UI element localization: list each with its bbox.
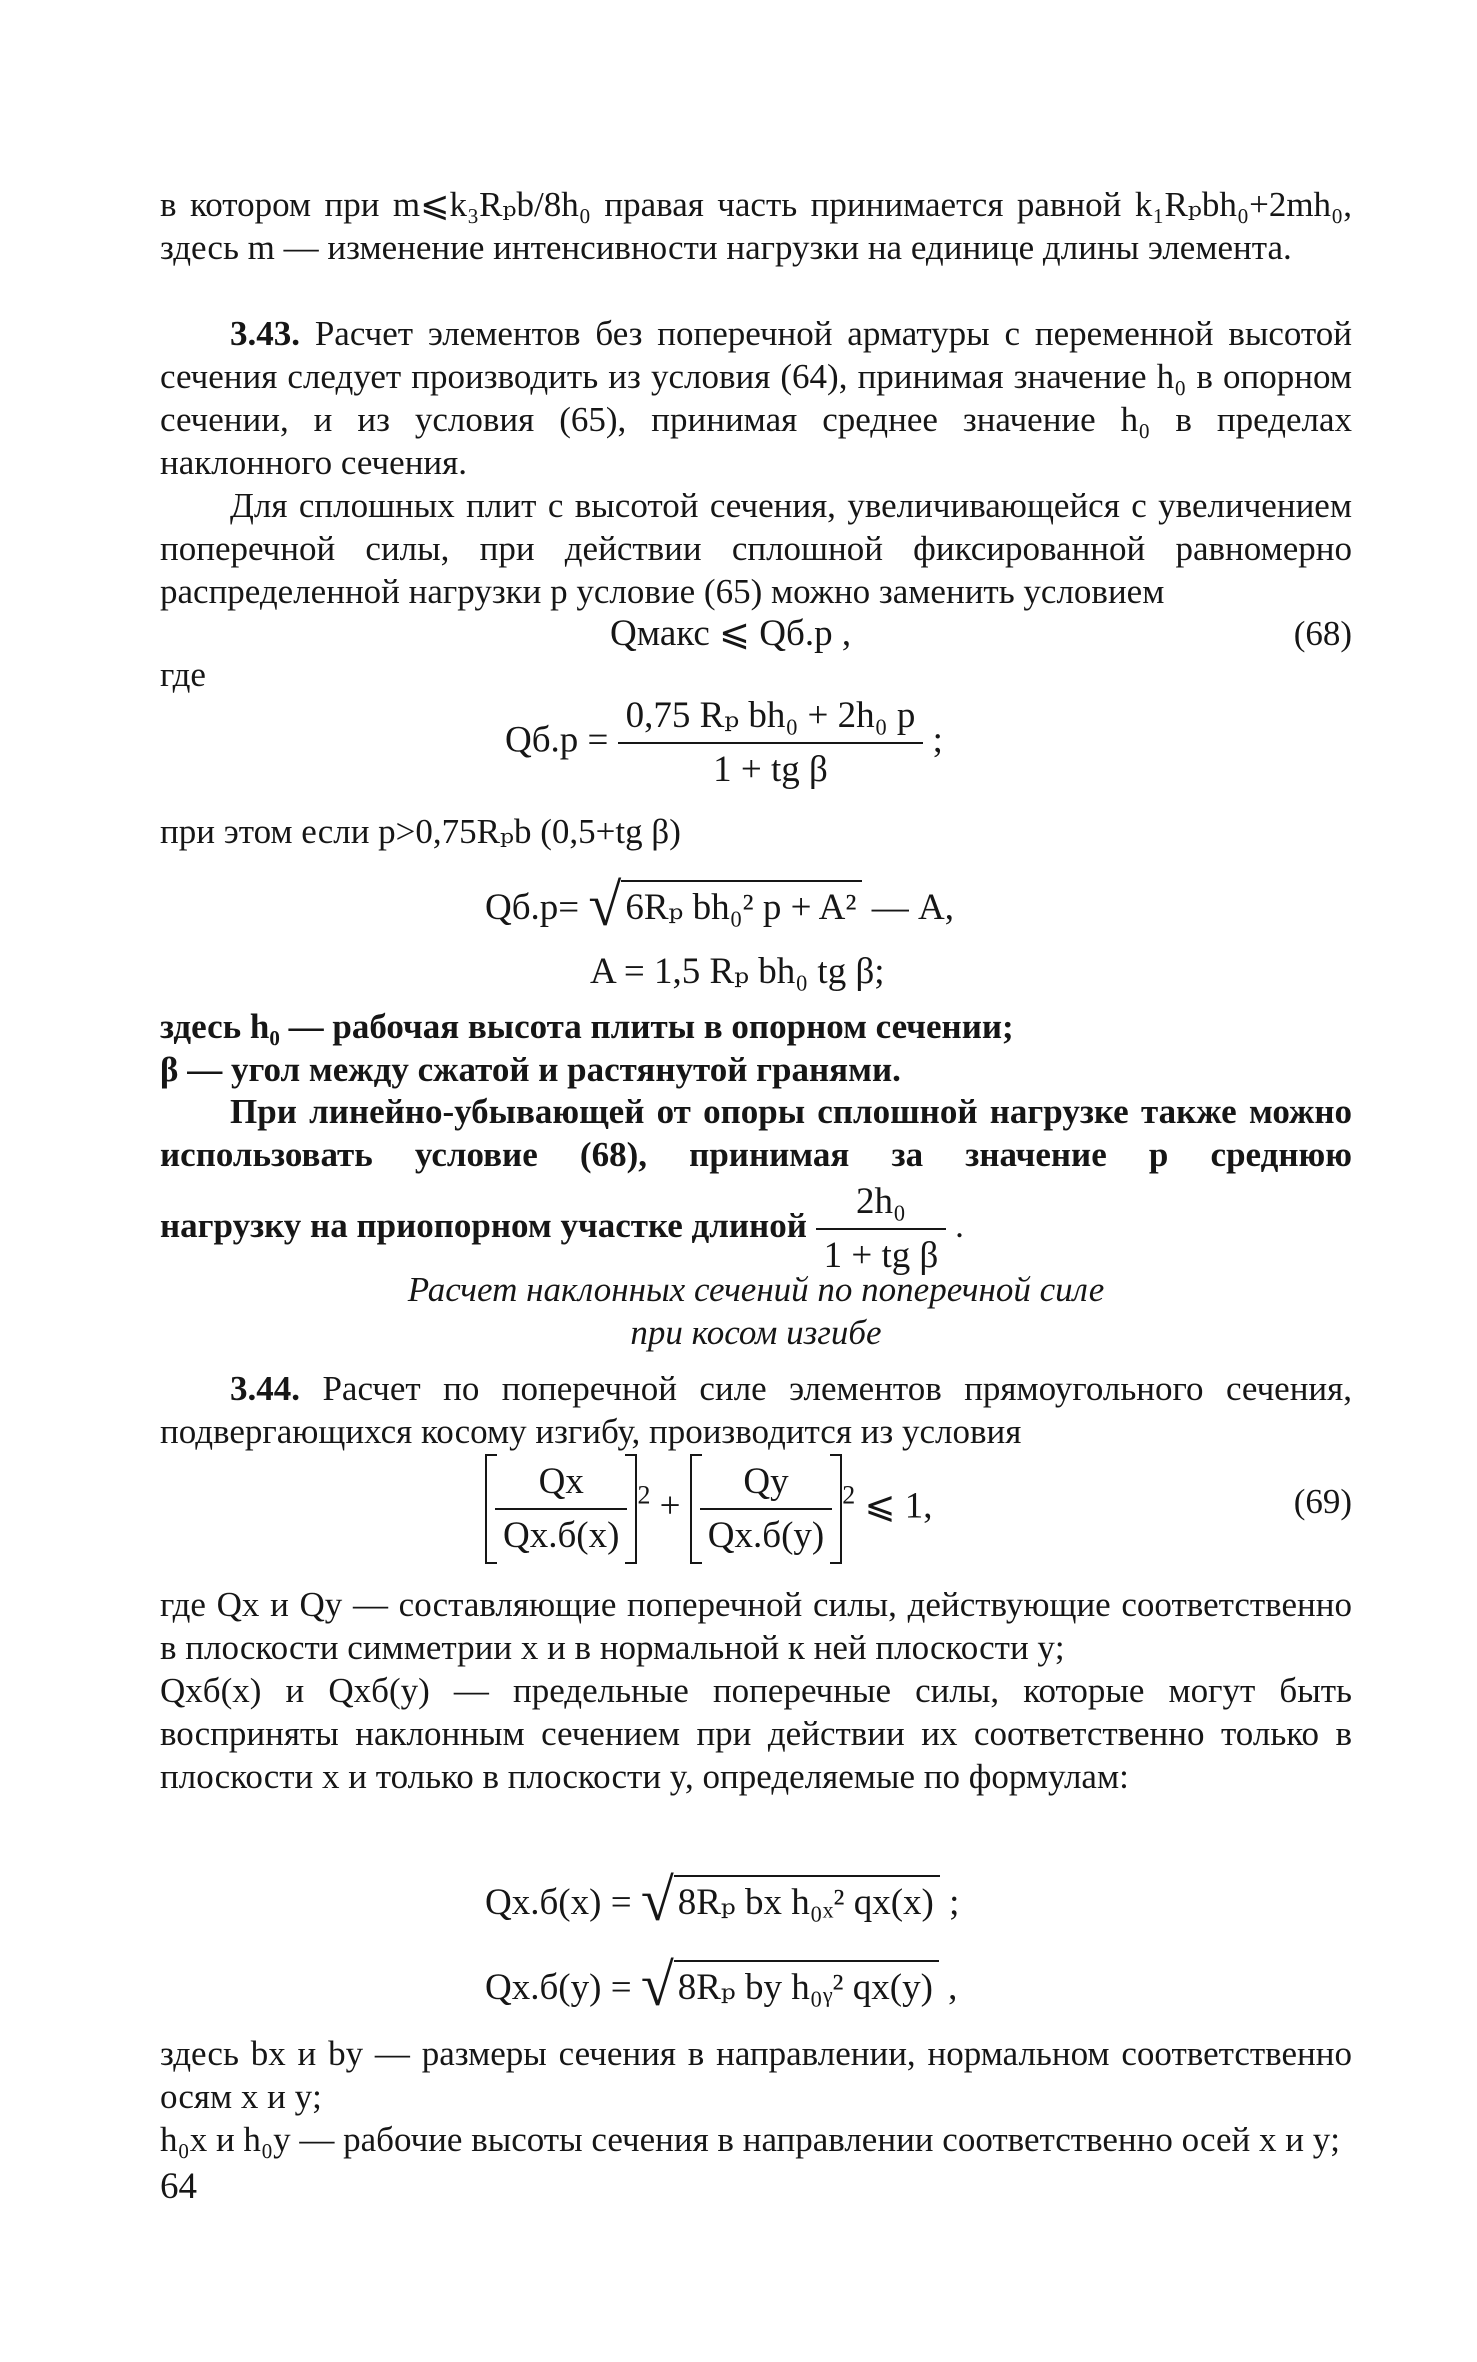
condition-line: при этом если p>0,75Rₚb (0,5+tg β) [160,812,681,851]
qbp-fraction [618,694,924,792]
intro-paragraph [160,183,1352,269]
definition-h0: здесь h₀ — рабочая высота плиты в опорном сечении; [160,1007,1014,1046]
definitions-1 [160,1005,1352,1091]
definitions-2 [160,2032,1352,2161]
equation-69 [485,1460,932,1558]
eq69-exp-2: 2 [842,1480,856,1510]
eq69-exp-1: 2 [637,1480,651,1510]
linear-load-end: . [955,1206,964,1246]
linear-load-text: При линейно-убывающей от опоры сплошной нагрузке также можно использовать условие (68), принимая за значение p среднюю [160,1092,1352,1174]
qbp-lhs: Qб.р = [505,719,609,761]
linear-load-paragraph [160,1090,1352,1176]
eq69-rhs: ⩽ 1, [864,1485,933,1527]
eq69-num-2: Qy [700,1460,832,1510]
qbp2-lhs: Qб.р= [485,887,580,928]
section-3-43-para2: Для сплошных плит с высотой сечения, увеличивающейся с увеличением поперечной силы, при действии сплошной фиксированной равномерно распределенной нагрузки p условие (65) можно заменить условием [160,486,1352,611]
sqrt-icon: √ [640,1952,674,2018]
section-3-44-body: Расчет по поперечной силе элементов прямоугольного сечения, подвергающихся косому изгибу, производится из условия [160,1369,1353,1451]
section-3-43-body: Расчет элементов без поперечной арматуры с переменной высотой сечения следует производить из условия (64), принимая значение h₀ в опорном сечении, и из условия (65), принимая среднее значение h₀ в пределах наклонного сечения. [160,314,1352,482]
eq69-den-1: Qx.б(x) [503,1515,620,1556]
qx1-radicand: 8Rₚ bx h₀ₓ² qx(x) [674,1875,940,1925]
page-number: 64 [160,2166,197,2207]
section-3-44 [160,1367,1352,1453]
section-3-43 [160,312,1352,613]
where-2-text: где Qx и Qy — составляющие поперечной силы, действующие соответственно в плоскости симметрии x и в нормальной к ней плоскости y; [160,1585,1352,1667]
qbp-numerator: 0,75 Rₚ bh₀ + 2h₀ p [618,694,924,744]
section-3-43-number: 3.43. [230,314,300,353]
where-label-1: где [160,655,206,694]
equation-68: Qмакс ⩽ Qб.р , [610,613,852,654]
where-2-text2: Qxб(x) и Qxб(y) — предельные поперечные силы, которые могут быть восприняты наклонным сечением при действии их соответственно только в плоскости x и только в плоскости y, определяемые по формулам: [160,1671,1352,1796]
definition-h0x-h0y: h₀x и h₀y — рабочие высоты сечения в направлении соответственно осей x и y; [160,2120,1340,2159]
intro-text: в котором при m⩽k₃Rₚb/8h₀ правая часть принимается равной k₁Rₚbh₀+2mh₀, здесь m — изменение интенсивности нагрузки на единице длины элемента. [160,185,1352,267]
qx1-end: ; [949,1882,960,1923]
length-fraction [816,1180,947,1278]
bracket-right-term [690,1460,842,1558]
definition-bx-by: здесь bx и by — размеры сечения в направлении, нормальном соответственно осям x и y; [160,2034,1352,2116]
heading-line-1: Расчет наклонных сечений по поперечной силе [407,1270,1105,1309]
sqrt-icon: √ [588,872,622,938]
qx2-end: , [948,1967,958,2008]
linear-load-last-line [160,1180,964,1278]
qbp-sqrt-formula [485,872,954,938]
qx2-lhs: Qx.б(y) = [485,1967,632,2008]
qbp-formula [505,694,943,792]
section-3-44-text [160,1367,1352,1453]
eq69-fraction-2 [700,1460,832,1558]
length-denominator: 1 + tg β [823,1235,939,1276]
equation-69-number: (69) [1293,1482,1352,1521]
eq69-plus: + [659,1485,681,1527]
section-heading [160,1268,1352,1354]
length-numerator: 2h₀ [816,1180,947,1230]
qbp2-tail: — A, [871,887,954,928]
qbp-denominator: 1 + tg β [713,749,828,790]
eq69-fraction-1 [495,1460,627,1558]
where-2 [160,1583,1352,1798]
eq69-num-1: Qx [495,1460,627,1510]
qx-formula-2 [485,1952,958,2018]
qbp2-radicand: 6Rₚ bh₀² p + A² [621,880,862,930]
eq69-den-2: Qx.б(y) [707,1515,825,1556]
sqrt-icon: √ [640,1867,674,1933]
qx2-radicand: 8Rₚ by h₀ᵧ² qx(y) [674,1960,939,2010]
linear-load-last: нагрузку на приопорном участке длиной [160,1206,807,1246]
qx1-lhs: Qx.б(x) = [485,1882,632,1923]
qbp-end: ; [932,719,943,761]
section-3-43-text [160,312,1352,484]
section-3-44-number: 3.44. [230,1369,300,1408]
equation-68-number: (68) [1293,614,1352,653]
heading-line-2: при косом изгибе [630,1313,882,1352]
bracket-left-term [485,1460,637,1558]
qx-formula-1 [485,1867,960,1933]
definition-beta: β — угол между сжатой и растянутой гранями. [160,1050,901,1089]
a-equation: A = 1,5 Rₚ bh₀ tg β; [590,951,885,992]
